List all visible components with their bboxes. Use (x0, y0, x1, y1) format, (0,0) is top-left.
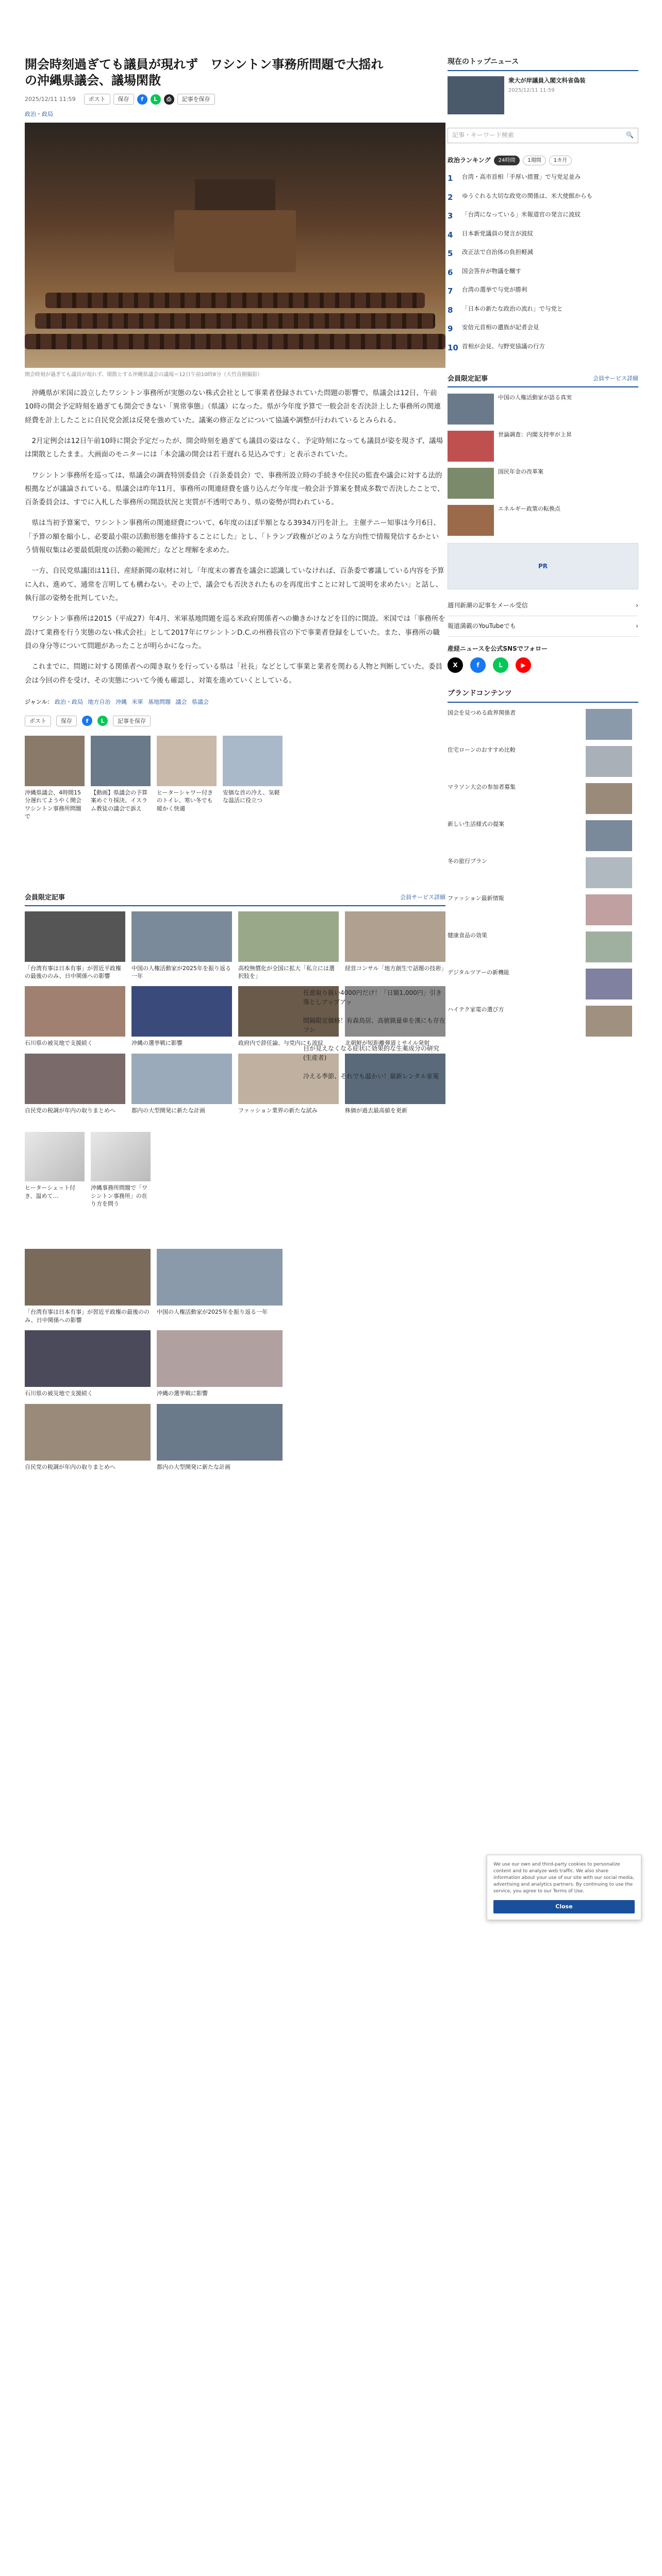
hero-image (25, 123, 445, 368)
keyword-link[interactable]: 沖縄 (115, 698, 127, 705)
article-main (25, 57, 445, 1471)
post-button[interactable]: ポスト (25, 716, 51, 726)
news-card[interactable]: 「台湾有事は日本有事」が習近平政権の最後ののみ、日中関係への影響 (25, 1249, 151, 1324)
member-item[interactable]: エネルギー政策の転換点 (448, 505, 638, 536)
side-links (448, 596, 638, 636)
line-icon[interactable]: L (151, 94, 161, 105)
bookmark-button[interactable]: 記事を保存 (113, 716, 151, 726)
save-button[interactable]: 保存 (56, 716, 77, 726)
news-card[interactable]: 沖縄の選挙戦に影響 (157, 1330, 283, 1397)
ranking-item[interactable]: 4 日本新党議員の発言が波紋 (448, 229, 533, 240)
news-card[interactable]: 中国の人権活動家が2025年を振り返る一年 (157, 1249, 283, 1324)
member-item[interactable]: 世論調査：内閣支持率が上昇 (448, 431, 638, 462)
paragraph: これまでに、問題に対する関係者への聞き取りを行っている県は「社長」などとして事業と業者を関わる人物と判断していた。委員会は今回の件を受け、その実態について今後も確認し、対策を進めていくとしている。 (25, 663, 442, 685)
search-input[interactable]: 記事・キーワード検索 (452, 131, 515, 139)
paragraph: 2月定例会は12日午前10時に開会予定だったが、開会時刻を過ぎても議員の姿はなく、予定時刻になっても議員が姿を現さず、議場は閑散としたまま。大画面のモニターには「本会議の開会は若干遅れる見込みです」と表示されていた。 (25, 436, 443, 459)
brand-item[interactable]: 冬の旅行プラン (448, 857, 638, 888)
follow-label: 産経ニュースを公式SNSでフォロー (448, 645, 548, 652)
hero-caption: 開会時刻が過ぎても議員が現れず、閑散とする沖縄県議会の議場＝12日午前10時8分（大竹直樹撮影） (25, 372, 263, 378)
brand-item[interactable]: 健康食品の効果 (448, 931, 638, 962)
bookmark-button[interactable]: 記事を保存 (177, 94, 215, 105)
consent-close-button[interactable]: Close (493, 1900, 635, 1913)
line-icon[interactable]: L (97, 716, 108, 726)
recommend-card[interactable]: 株価が過去最高値を更新 (345, 1054, 445, 1114)
recommend-card[interactable]: 高校無償化が全国に拡大「私立には選択肢を」 (238, 911, 339, 980)
facebook-icon[interactable]: f (470, 657, 486, 673)
consent-text: We use our own and third-party cookies to personalize content and to analyze web traffic. We also share information about your use of our site with our social media, advertising and analytics partners. By continuing to use the service, you agree to our Terms of Use. (493, 1862, 635, 1894)
share-buttons (84, 94, 215, 105)
news-card[interactable]: 自民党の税調が年内の取りまとめへ (25, 1404, 151, 1471)
brand-item[interactable]: ファッション最新情報 (448, 894, 638, 925)
keyword-link[interactable]: 地方自治 (88, 698, 111, 705)
topnews-heading: 現在のトップニュース (448, 57, 638, 71)
shoes-grid (25, 1132, 283, 1208)
recommend-card[interactable]: ファッション業界の新たな試み (238, 1054, 339, 1114)
line-icon[interactable]: L (493, 657, 508, 673)
product-card[interactable]: 沖縄事務所問題で「ワシントン事務所」の在り方を問う (91, 1132, 151, 1208)
pr-link[interactable]: 目が見えなくなる症状に効果的な生薬成分の研究 (生産者) (303, 1045, 440, 1061)
recommend-card[interactable]: 沖縄の選挙戦に影響 (131, 986, 232, 1047)
ranking-item[interactable]: 7 台湾の選挙で与党が勝利 (448, 286, 527, 296)
article-title (25, 57, 445, 89)
member-item[interactable]: 国民年金の改革案 (448, 468, 638, 499)
cookie-consent (487, 1855, 641, 1920)
keyword-link[interactable]: 議会 (175, 698, 187, 705)
related-card[interactable]: 安価な首の冷え、気軽な温活に役立つ (223, 736, 283, 821)
paragraph: 一方、自民党県議団は11日、産経新聞の取材に対し「年度末の審査を議会に認識していなければ、百条委で審議している内容を予算に入れ、進めて、通常を言明しても構わない。その上で、議会でも否決されたものを再度出すことに対して説明を求めたい」と話し、執行部の姿勢を批判していた。 (25, 567, 444, 603)
ranking-item[interactable]: 10 首相が会見、与野党協議の行方 (448, 342, 545, 352)
post-button[interactable]: ポスト (84, 94, 110, 105)
paragraph: ワシントン事務所は2015（平成27）年4月、米軍基地問題を巡る米政府関係者への働きかけなどを目的に開設。米国では「事務所を設けて業務を行う実態のない株式会社」として2017年にワシントンD.C.の州務長官の下で事業者登録をしていた。また、事務所の職員の身分等について問題があったことが明らかになった。 (25, 615, 445, 650)
article-date: 2025/12/11 11:59 (25, 96, 76, 103)
related-card[interactable]: 【動画】県議会の予算案めぐり採決、イスラム教徒の議会で訴え (91, 736, 151, 821)
keyword-link[interactable]: 米軍 (131, 698, 143, 705)
bottom-share-row (25, 716, 445, 726)
search-icon[interactable]: 🔍 (626, 131, 634, 139)
ranking-tabs: 政治ランキング 24時間 1週間 1カ月 (448, 156, 638, 166)
brand-item[interactable]: マラソン大会の参加者募集 (448, 783, 638, 814)
recommend-card[interactable]: 石川県の被災地で支援続く (25, 986, 125, 1047)
recommend-card[interactable]: 中国の人権活動家が2025年を振り返る一年 (131, 911, 232, 980)
related-card[interactable]: 沖縄県議会、4時間15分遅れてようやく開会 ワシントン事務所問題で (25, 736, 85, 821)
member-heading: 会員限定記事 会員サービス詳細 (448, 374, 638, 387)
youtube-icon[interactable]: ▶ (516, 657, 531, 673)
more-news (25, 1249, 283, 1471)
related-card[interactable]: ヒーターシャワー付きのトイレ、寒い冬でも暖かく快適 (157, 736, 217, 821)
recommend-card[interactable]: 政府内で辞任論、与党内にも波紋 (238, 986, 339, 1047)
x-icon[interactable]: X (448, 657, 463, 673)
ranking-item[interactable]: 6 国会答弁が物議を醸す (448, 267, 521, 277)
news-card[interactable]: 都内の大型開発に新たな計画 (157, 1404, 283, 1471)
ranking-tab-1m[interactable]: 1カ月 (549, 156, 572, 166)
sidebar (448, 57, 638, 1037)
paragraph: 沖縄県が米国に設立したワシントン事務所が実態のない株式会社として事業者登録されていた問題の影響で、県議会は12日、午前10時の開会予定時刻を過ぎても開会できない「異常事態」（県議）になった。県が今年度予算で一般会計を否決計上した事務所の関連経費を計上したことに自民党会派は反発を強めていた。議案の修正などについて協議や調整が行われているとみられる。 (25, 388, 441, 425)
save-button[interactable]: 保存 (113, 94, 134, 105)
paragraph: ワシントン事務所を巡っては、県議会の調査特別委員会（百条委員会）で、事務所設立時の手続きや住民の監査や議会に対する法的根拠などが議論されている。県議会は昨年11月、事務所の関連経費を盛り込んだ今年度一般会計予算案を賛成多数で否決したことで、百条委員会は、すでに入札した事務所の開設状況と実質が不透明であり、県の姿勢が問われている。 (25, 471, 444, 507)
ranking-tab-1w[interactable]: 1週間 (523, 156, 545, 166)
news-card[interactable]: 石川県の被災地で支援続く (25, 1330, 151, 1397)
side-link[interactable]: 報道満載のYouTubeでも › (448, 616, 638, 637)
recommend-card[interactable]: 経営コンサル「地方創生で話題の技術」 (345, 911, 445, 980)
brand-item[interactable]: 住宅ローンのおすすめ比較 (448, 746, 638, 777)
title-line-1: 開会時刻過ぎても議員が現れず ワシントン事務所問題で大揺れ (25, 57, 384, 72)
article-body (25, 386, 445, 687)
ranking-item[interactable]: 8 「日本の新たな政治の流れ」で与党と (448, 304, 563, 315)
pr-link[interactable]: 間隔限定価格！有森鳥居、高値猟量車を漢にも存在フシ (303, 1017, 446, 1033)
member-item[interactable]: 中国の人権活動家が語る真実 (448, 394, 638, 425)
brand-heading: ブランドコンテンツ (448, 688, 638, 703)
ranking-item[interactable]: 5 改正法で自治体の負担軽減 (448, 248, 533, 259)
pr-link[interactable]: 冷える季節、それでも温かい！最新レンタル家電 (303, 1073, 439, 1080)
brand-item[interactable]: 国会を見つめる政界関係者 (448, 709, 638, 740)
keywords-label: ジャンル： (25, 698, 53, 705)
search-box[interactable] (448, 128, 638, 143)
recommend-card[interactable]: 北朝鮮が短距離弾道ミサイル発射 (345, 986, 445, 1047)
keywords (25, 698, 445, 706)
brand-item[interactable]: デジタルツアーの新機能 (448, 969, 638, 999)
recommend-card[interactable]: 「台湾有事は日本有事」が習近平政権の最後ののみ、日中関係への影響 (25, 911, 125, 980)
brand-item[interactable]: 新しい生活様式の提案 (448, 820, 638, 851)
ranking-item[interactable]: 9 安倍元首相の遺族が記者会見 (448, 324, 539, 334)
keyword-link[interactable]: 基地問題 (148, 698, 171, 705)
recommend-card[interactable]: 自民党の税調が年内の取りまとめへ (25, 1054, 125, 1114)
topnews-item[interactable]: 衆大が岸議員入閣文科省偽装 2025/12/11 11:59 (448, 76, 638, 114)
pr-links (303, 979, 445, 1081)
pr-link[interactable]: 任意取り扱い4000円だけ！「日額1,000円」引き落としアップアッ (303, 989, 442, 1006)
recommend-card[interactable]: 都内の大型開発に新たな計画 (131, 1054, 232, 1114)
keyword-link[interactable]: 県議会 (192, 698, 209, 705)
ranking-item[interactable]: 1 台湾・高市首相「手厚い措置」で与党足並み (448, 173, 581, 183)
ad-banner[interactable]: PR (448, 543, 638, 589)
ranking-item[interactable]: 2 ゆうぐれる大切な政党の関係は、米大使館からも (448, 192, 592, 202)
ranking-list (448, 173, 638, 353)
brand-item[interactable]: ハイテク家電の選び方 (448, 1006, 638, 1037)
ranking-tab-24h[interactable]: 24時間 (494, 156, 520, 166)
keyword-link[interactable]: 政治・政局 (55, 698, 84, 705)
side-link[interactable]: 週刊新潮の記事をメール受信 › (448, 596, 638, 616)
facebook-icon[interactable]: f (137, 94, 147, 105)
recommend-head: 会員限定記事 会員サービス詳細 (25, 893, 445, 906)
meta-row (25, 94, 445, 105)
paragraph: 県は当初予算案で、ワシントン事務所の関連経費について、6年度のほぼ半額となる3934万円を計上。主催テニー知事は今月6日、「予算の額を縮小し、必要最小限の活動形態を維持することにした」とし、「トランプ政権がどのような方向性で情報発信するかという情報収集は必要最低限度の活動の範囲だ」などと理解を求めた。 (25, 519, 440, 555)
facebook-icon[interactable]: f (82, 716, 92, 726)
print-icon[interactable]: ⎙ (164, 94, 174, 105)
ranking-item[interactable]: 3 「台湾になっている」米報道官の発言に波紋 (448, 211, 581, 221)
article-tag[interactable]: 政治・政局 (25, 111, 53, 118)
follow-icons (448, 657, 638, 673)
related-grid (25, 736, 283, 821)
product-card[interactable]: ヒーターシェット付き、温めて… (25, 1132, 85, 1208)
title-line-2: の沖縄県議会、議場閑散 (25, 73, 161, 88)
